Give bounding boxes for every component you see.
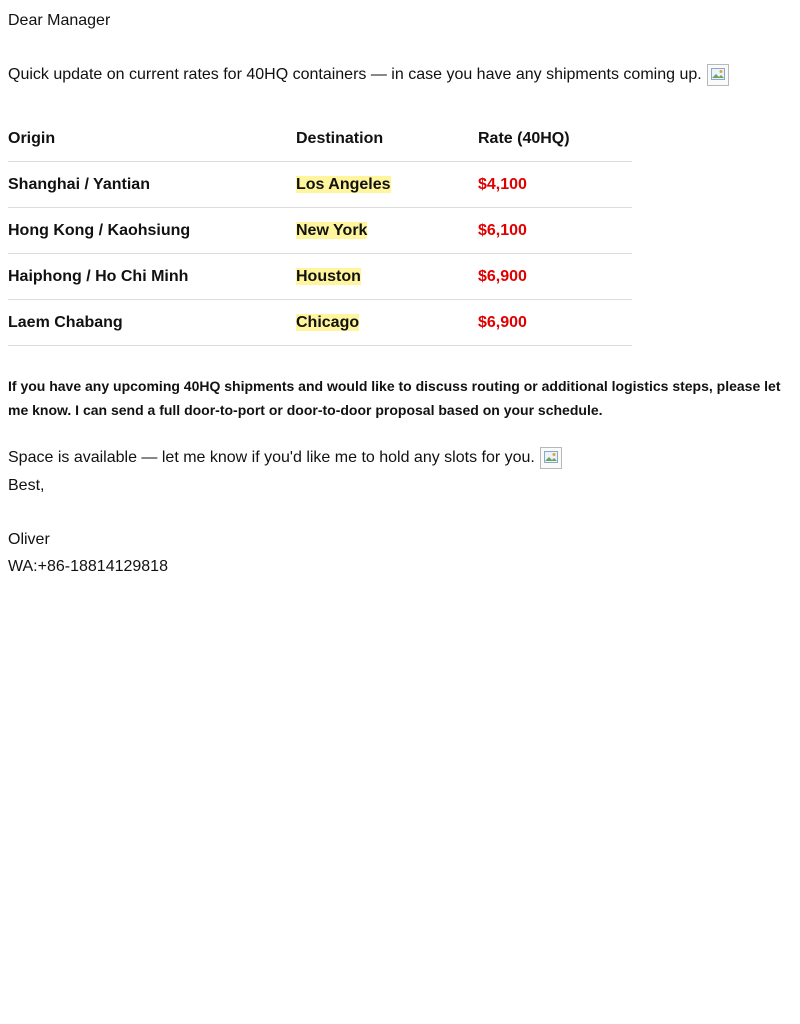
space-available-text: Space is available — let me know if you'd like me to hold any slots for you.	[8, 449, 535, 467]
space-available-line	[8, 447, 562, 469]
destination-highlight: Los Angeles	[296, 175, 391, 193]
table-row	[8, 162, 632, 208]
destination-cell	[296, 162, 478, 208]
origin-cell: Laem Chabang	[8, 300, 296, 346]
origin-cell: Hong Kong / Kaohsiung	[8, 208, 296, 254]
broken-image-glyph	[711, 68, 725, 80]
rate-cell: $6,100	[478, 208, 632, 254]
rate-cell: $6,900	[478, 300, 632, 346]
rate-cell: $6,900	[478, 254, 632, 300]
sender-name: Oliver	[8, 531, 50, 548]
broken-image-icon	[707, 64, 729, 86]
intro-line	[8, 64, 729, 86]
shipment-note: If you have any upcoming 40HQ shipments and would like to discuss routing or additional logistics steps, please let me know. I can send a full door-to-port or door-to-door proposal based on your schedule.	[8, 378, 781, 418]
rate-cell: $4,100	[478, 162, 632, 208]
destination-cell	[296, 300, 478, 346]
broken-image-glyph	[544, 451, 558, 463]
table-header-row	[8, 116, 632, 162]
greeting: Dear Manager	[8, 12, 111, 29]
table-row	[8, 254, 632, 300]
destination-cell	[296, 254, 478, 300]
destination-highlight: New York	[296, 221, 368, 239]
header-destination: Destination	[296, 116, 478, 162]
signoff: Best,	[8, 477, 45, 494]
header-origin: Origin	[8, 116, 296, 162]
destination-cell	[296, 208, 478, 254]
rates-table	[8, 116, 632, 346]
destination-highlight: Houston	[296, 267, 361, 285]
origin-cell: Shanghai / Yantian	[8, 162, 296, 208]
broken-image-icon	[540, 447, 562, 469]
table-row	[8, 300, 632, 346]
table-row	[8, 208, 632, 254]
destination-highlight: Chicago	[296, 313, 360, 331]
origin-cell: Haiphong / Ho Chi Minh	[8, 254, 296, 300]
header-rate: Rate (40HQ)	[478, 116, 632, 162]
intro-text: Quick update on current rates for 40HQ containers — in case you have any shipments coming up.	[8, 66, 702, 84]
sender-contact: WA:+86-18814129818	[8, 558, 168, 575]
